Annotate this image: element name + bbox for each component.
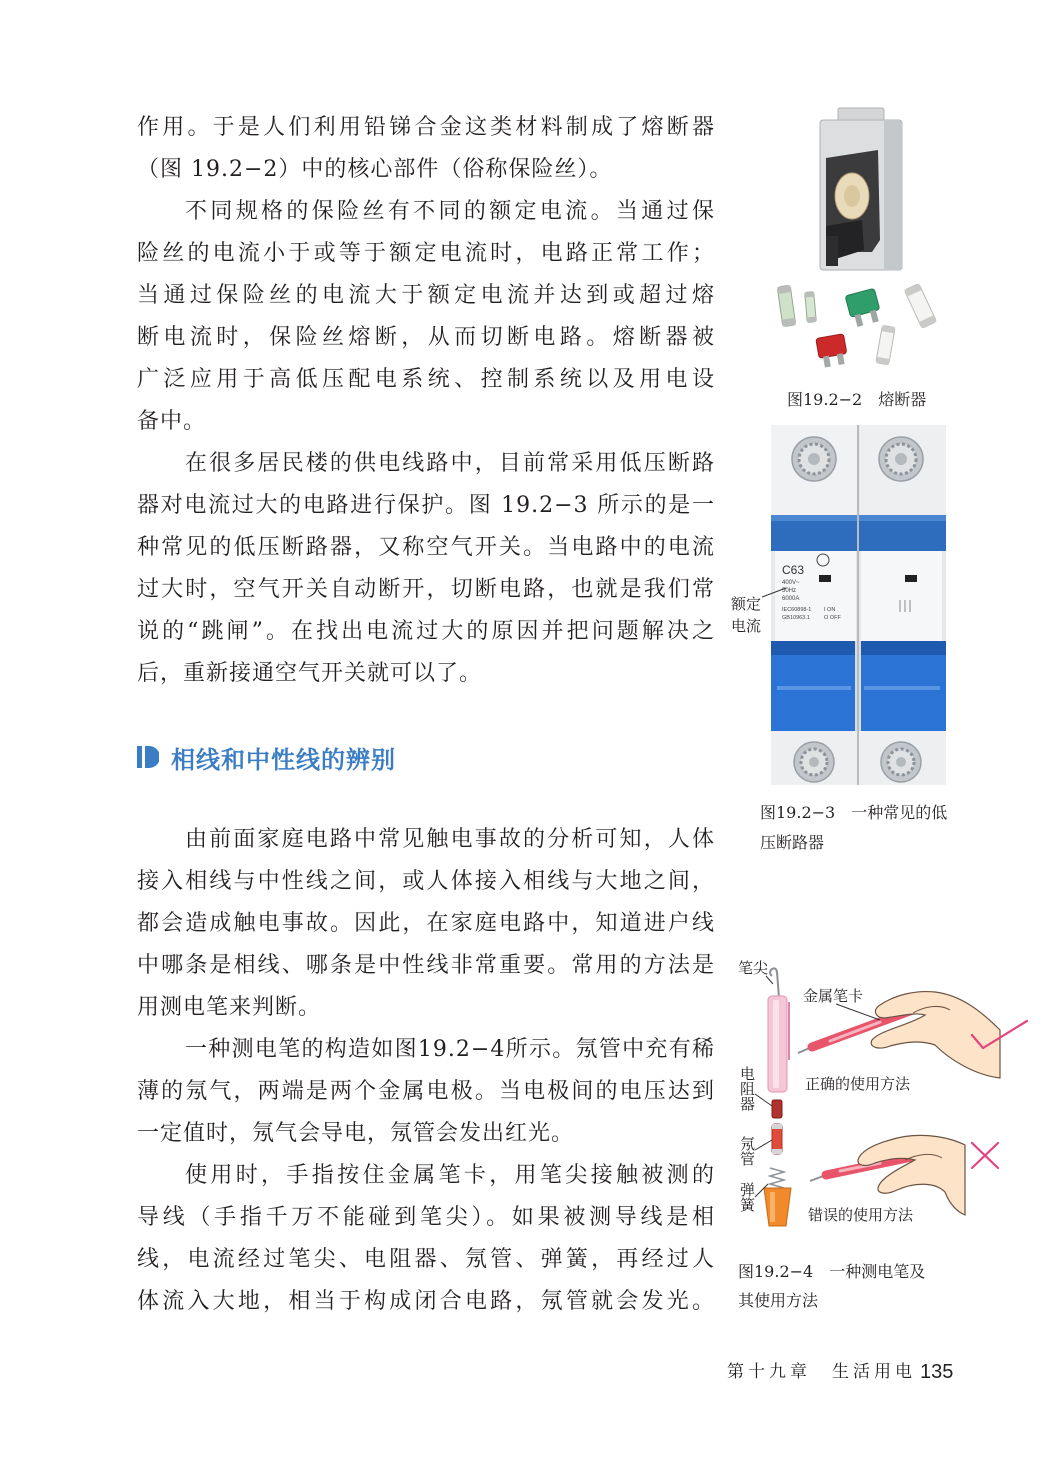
resistor-leader-line	[755, 1094, 772, 1106]
screw	[794, 742, 834, 782]
text-line: 薄的氖气，两端是两个金属电极。当电极间的电压达到	[137, 1079, 715, 1104]
test-pen-structure	[755, 968, 791, 1226]
correct-usage-label: 正确的使用方法	[805, 1075, 911, 1093]
blade-fuse-red	[816, 334, 849, 368]
figure-caption: 其使用方法	[738, 1291, 819, 1310]
text-line: 一种测电笔的构造如图19.2−4所示。氖管中充有稀	[185, 1037, 715, 1062]
section-heading-text: 相线和中性线的辨别	[171, 745, 396, 774]
rated-current-label: 额定	[731, 595, 762, 613]
fuse-holder-image	[820, 108, 902, 270]
text-line: 由前面家庭电路中常见触电事故的分析可知，人体	[185, 827, 715, 852]
text-line: 使用时，手指按住金属笔卡，用笔尖接触被测的	[185, 1163, 715, 1188]
breaker-rating: C63	[782, 563, 805, 577]
text-line: 都会造成触电事故。因此，在家庭电路中，知道进户线	[137, 911, 715, 936]
ceramic-fuse	[876, 325, 895, 365]
neon-tube-label: 氖管	[738, 1136, 756, 1166]
small-fuses-image	[777, 283, 936, 368]
page-number: 135	[920, 1361, 954, 1383]
cross-icon	[972, 1143, 998, 1168]
text-line: 器对电流过大的电路进行保护。图 19.2−3 所示的是一	[137, 493, 715, 518]
wrong-usage-label: 错误的使用方法	[808, 1206, 914, 1224]
text-line: 备中。	[137, 409, 207, 434]
text-line: 作用。于是人们利用铅锑合金这类材料制成了熔断器	[137, 115, 715, 140]
spring-label: 弹簧	[738, 1182, 756, 1212]
breaker-spec: 400V~	[782, 580, 800, 586]
text-line: 一定值时，氖气会导电，氖管会发出红光。	[137, 1121, 575, 1146]
circuit-breaker-image	[771, 425, 946, 785]
resistor	[772, 1100, 782, 1118]
breaker-spec: GB10963.1	[782, 615, 810, 621]
ceramic-fuse	[904, 283, 936, 328]
text-line: 过大时，空气开关自动断开，切断电路，也就是我们常	[137, 577, 715, 602]
glass-fuse	[777, 285, 795, 326]
text-line: 当通过保险丝的电流大于额定电流并达到或超过熔	[137, 283, 715, 308]
text-line: 接入相线与中性线之间，或人体接入相线与大地之间，	[137, 869, 715, 894]
screw	[881, 742, 921, 782]
text-line: 广泛应用于高低压配电系统、控制系统以及用电设	[137, 367, 715, 392]
screw	[879, 437, 923, 481]
figure-caption: 图19.2−4 一种测电笔及	[738, 1262, 926, 1281]
text-line: 导线（手指千万不能碰到笔尖）。如果被测导线是相	[137, 1205, 715, 1230]
breaker-spec: 50Hz	[782, 588, 797, 594]
resistor-label: 电阻器	[738, 1066, 756, 1111]
text-line: 不同规格的保险丝有不同的额定电流。当通过保	[185, 199, 715, 224]
breaker-spec: IEC60898-1	[782, 607, 812, 613]
figure-caption: 图19.2−2 熔断器	[787, 390, 927, 409]
figure-caption: 压断路器	[760, 833, 825, 852]
screw	[792, 437, 836, 481]
text-line: 在很多居民楼的供电线路中，目前常采用低压断路	[185, 451, 715, 476]
indicator-window	[819, 575, 831, 582]
text-line: 断电流时，保险丝熔断，从而切断电路。熔断器被	[137, 325, 715, 350]
text-line: （图 19.2−2）中的核心部件（俗称保险丝）。	[137, 157, 613, 182]
neon-tube	[772, 1124, 782, 1154]
text-line: 体流入大地，相当于构成闭合电路，氖管就会发光。	[137, 1289, 715, 1314]
hand	[871, 992, 1000, 1078]
breaker-spec: I ON	[824, 607, 836, 613]
rated-current-label: 电流	[731, 617, 762, 635]
indicator-window	[905, 575, 917, 582]
text-line: 中哪条是相线、哪条是中性线非常重要。常用的方法是	[137, 953, 715, 978]
text-line: 险丝的电流小于或等于额定电流时，电路正常工作；	[137, 241, 715, 266]
blade-fuse-green	[845, 288, 883, 328]
text-line: 用测电笔来判断。	[137, 995, 322, 1020]
text-line: 种常见的低压断路器，又称空气开关。当电路中的电流	[137, 535, 715, 560]
text-line: 说的“跳闸”。在找出电流过大的原因并把问题解决之	[137, 619, 715, 644]
pen-cap	[764, 1188, 791, 1226]
breaker-spec: O OFF	[824, 615, 841, 621]
figure-caption: 图19.2−3 一种常见的低	[760, 803, 948, 822]
text-line: 后，重新接通空气开关就可以了。	[137, 661, 483, 686]
neon-leader-line	[755, 1140, 772, 1150]
metal-clip-label: 金属笔卡	[803, 987, 864, 1005]
footer-chapter-title: 第十九章 生活用电	[727, 1362, 916, 1382]
breaker-spec: 6000A	[782, 596, 800, 602]
pen-tip	[770, 968, 779, 998]
glass-fuse	[805, 292, 817, 323]
spring	[770, 1168, 784, 1188]
text-line: 线，电流经过笔尖、电阻器、氖管、弹簧，再经过人	[137, 1247, 715, 1272]
pen-tip-label: 笔尖	[738, 959, 769, 977]
